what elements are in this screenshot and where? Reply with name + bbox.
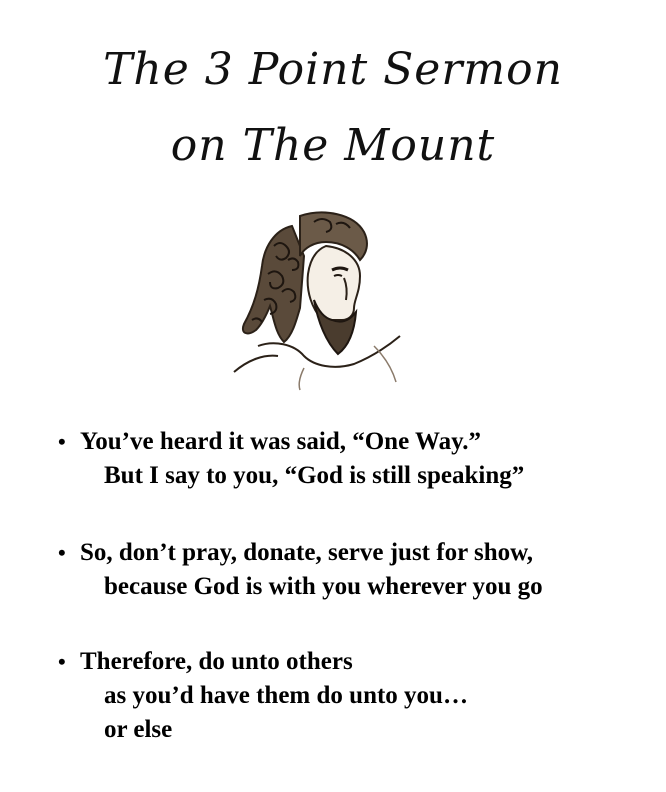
jesus-portrait-icon xyxy=(204,196,434,392)
point-3-line-2: as you’d have them do unto you… xyxy=(104,682,468,709)
title-line-2: on The Mount xyxy=(170,120,496,171)
bullet-dot: • xyxy=(58,540,66,565)
point-2-line-1: So, don’t pray, donate, serve just for show, xyxy=(80,539,534,566)
point-1-line-1: You’ve heard it was said, “One Way.” xyxy=(80,428,481,455)
point-1-line-2: But I say to you, “God is still speaking” xyxy=(104,462,525,489)
point-2-line-2: because God is with you wherever you go xyxy=(104,573,543,600)
point-3-line-1: Therefore, do unto others xyxy=(80,648,353,675)
bullet-dot: • xyxy=(58,429,66,454)
point-3-line-3: or else xyxy=(104,716,173,743)
title-line-1: The 3 Point Sermon xyxy=(103,44,563,95)
bullet-dot: • xyxy=(58,649,66,674)
